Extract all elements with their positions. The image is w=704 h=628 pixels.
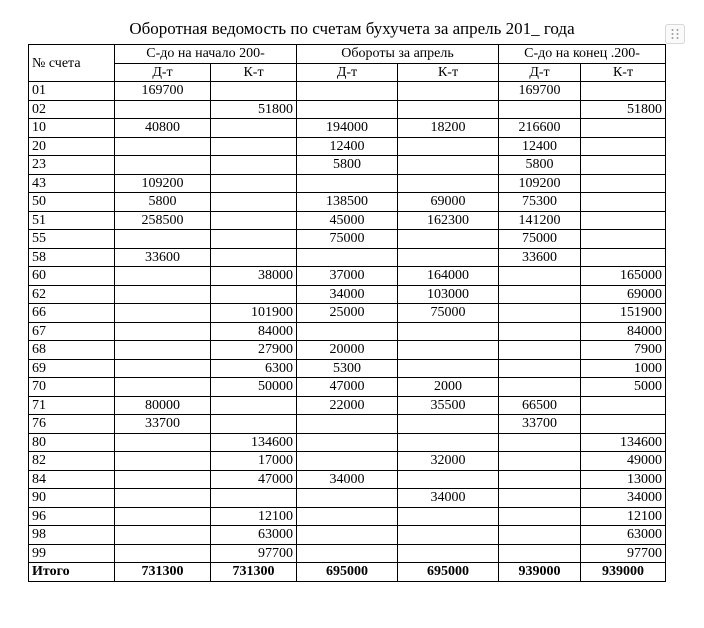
turnover-credit-cell: 69000 xyxy=(398,193,499,212)
closing-debit-cell xyxy=(499,100,581,119)
opening-debit-cell xyxy=(115,137,211,156)
opening-credit-cell xyxy=(211,174,297,193)
header-row-dc xyxy=(29,63,666,82)
closing-credit-cell: 51800 xyxy=(581,100,666,119)
closing-credit-cell: 63000 xyxy=(581,526,666,545)
closing-credit-cell xyxy=(581,156,666,175)
closing-credit-cell: 134600 xyxy=(581,433,666,452)
turnover-debit-cell xyxy=(297,489,398,508)
header-credit: К-т xyxy=(211,63,297,82)
opening-debit-cell: 109200 xyxy=(115,174,211,193)
opening-credit-cell xyxy=(211,82,297,101)
closing-debit-cell xyxy=(499,304,581,323)
opening-debit-cell xyxy=(115,544,211,563)
account-cell: 98 xyxy=(29,526,115,545)
closing-credit-cell: 7900 xyxy=(581,341,666,360)
account-cell: 99 xyxy=(29,544,115,563)
opening-debit-cell: 258500 xyxy=(115,211,211,230)
table-row xyxy=(29,489,666,508)
turnover-debit-cell: 194000 xyxy=(297,119,398,138)
opening-credit-cell xyxy=(211,415,297,434)
turnover-credit-cell: 162300 xyxy=(398,211,499,230)
closing-debit-cell: 12400 xyxy=(499,137,581,156)
opening-credit-cell: 101900 xyxy=(211,304,297,323)
account-cell: 69 xyxy=(29,359,115,378)
table-row xyxy=(29,544,666,563)
opening-debit-cell xyxy=(115,433,211,452)
turnover-debit-cell: 37000 xyxy=(297,267,398,286)
table-row xyxy=(29,285,666,304)
account-cell: 84 xyxy=(29,470,115,489)
closing-debit-cell: 216600 xyxy=(499,119,581,138)
closing-credit-cell xyxy=(581,415,666,434)
closing-credit-cell: 97700 xyxy=(581,544,666,563)
opening-credit-cell xyxy=(211,193,297,212)
table-row xyxy=(29,156,666,175)
closing-debit-cell: 109200 xyxy=(499,174,581,193)
opening-credit-cell: 63000 xyxy=(211,526,297,545)
header-row-groups xyxy=(29,45,666,64)
closing-debit-cell xyxy=(499,433,581,452)
closing-debit-cell: 141200 xyxy=(499,211,581,230)
table-row xyxy=(29,82,666,101)
account-cell: 58 xyxy=(29,248,115,267)
account-cell: 60 xyxy=(29,267,115,286)
table-row xyxy=(29,267,666,286)
drag-handle[interactable] xyxy=(665,24,685,44)
turnover-credit-cell xyxy=(398,470,499,489)
turnover-debit-cell: 22000 xyxy=(297,396,398,415)
account-cell: 43 xyxy=(29,174,115,193)
turnover-credit-cell xyxy=(398,433,499,452)
turnover-debit-cell xyxy=(297,544,398,563)
turnover-credit-cell: 35500 xyxy=(398,396,499,415)
opening-credit-cell: 134600 xyxy=(211,433,297,452)
opening-debit-cell xyxy=(115,230,211,249)
turnover-debit-cell: 75000 xyxy=(297,230,398,249)
opening-credit-cell xyxy=(211,156,297,175)
turnover-credit-cell xyxy=(398,174,499,193)
table-row xyxy=(29,100,666,119)
opening-debit-cell: 40800 xyxy=(115,119,211,138)
opening-credit-cell: 50000 xyxy=(211,378,297,397)
turnover-credit-cell: 32000 xyxy=(398,452,499,471)
turnover-debit-cell: 34000 xyxy=(297,470,398,489)
opening-debit-cell: 5800 xyxy=(115,193,211,212)
opening-debit-cell xyxy=(115,526,211,545)
turnover-credit-cell: 18200 xyxy=(398,119,499,138)
closing-debit-cell: 169700 xyxy=(499,82,581,101)
turnover-credit-cell xyxy=(398,100,499,119)
closing-credit-cell xyxy=(581,193,666,212)
account-cell: 01 xyxy=(29,82,115,101)
opening-debit-cell xyxy=(115,341,211,360)
account-cell: 96 xyxy=(29,507,115,526)
table-row xyxy=(29,137,666,156)
total-label: Итого xyxy=(29,563,115,582)
opening-debit-cell xyxy=(115,489,211,508)
turnover-credit-cell xyxy=(398,322,499,341)
closing-debit-cell xyxy=(499,322,581,341)
opening-debit-cell: 33700 xyxy=(115,415,211,434)
opening-debit-cell xyxy=(115,285,211,304)
account-cell: 02 xyxy=(29,100,115,119)
turnover-credit-cell xyxy=(398,359,499,378)
turnover-credit-cell xyxy=(398,341,499,360)
opening-credit-cell: 12100 xyxy=(211,507,297,526)
closing-credit-cell: 151900 xyxy=(581,304,666,323)
opening-credit-cell: 84000 xyxy=(211,322,297,341)
closing-debit-cell xyxy=(499,452,581,471)
turnover-debit-cell: 20000 xyxy=(297,341,398,360)
turnover-credit-cell: 34000 xyxy=(398,489,499,508)
account-cell: 23 xyxy=(29,156,115,175)
closing-debit-cell xyxy=(499,470,581,489)
header-opening-balance: С-до на начало 200- xyxy=(115,45,297,64)
opening-credit-cell: 97700 xyxy=(211,544,297,563)
closing-credit-cell: 49000 xyxy=(581,452,666,471)
opening-credit-cell xyxy=(211,230,297,249)
account-cell: 80 xyxy=(29,433,115,452)
drag-dots-icon xyxy=(670,28,680,40)
opening-credit-cell xyxy=(211,285,297,304)
turnover-debit-cell xyxy=(297,507,398,526)
opening-credit-cell: 17000 xyxy=(211,452,297,471)
header-closing-balance: С-до на конец .200- xyxy=(499,45,666,64)
closing-credit-cell xyxy=(581,396,666,415)
turnover-credit-cell xyxy=(398,137,499,156)
total-closing-debit-cell: 939000 xyxy=(499,563,581,582)
closing-debit-cell xyxy=(499,507,581,526)
turnover-credit-cell: 164000 xyxy=(398,267,499,286)
turnover-debit-cell xyxy=(297,452,398,471)
opening-debit-cell xyxy=(115,267,211,286)
closing-debit-cell: 66500 xyxy=(499,396,581,415)
closing-credit-cell xyxy=(581,174,666,193)
closing-debit-cell: 75300 xyxy=(499,193,581,212)
turnover-debit-cell xyxy=(297,526,398,545)
account-cell: 20 xyxy=(29,137,115,156)
opening-debit-cell xyxy=(115,100,211,119)
table-row xyxy=(29,174,666,193)
closing-debit-cell xyxy=(499,267,581,286)
closing-credit-cell xyxy=(581,82,666,101)
opening-credit-cell: 51800 xyxy=(211,100,297,119)
account-cell: 66 xyxy=(29,304,115,323)
table-row xyxy=(29,526,666,545)
table-row xyxy=(29,341,666,360)
header-credit: К-т xyxy=(398,63,499,82)
turnover-credit-cell xyxy=(398,507,499,526)
turnover-credit-cell xyxy=(398,544,499,563)
table-row xyxy=(29,507,666,526)
turnover-credit-cell xyxy=(398,526,499,545)
turnover-debit-cell: 5800 xyxy=(297,156,398,175)
account-cell: 68 xyxy=(29,341,115,360)
table-row xyxy=(29,396,666,415)
total-opening-debit-cell: 731300 xyxy=(115,563,211,582)
opening-credit-cell xyxy=(211,248,297,267)
closing-debit-cell xyxy=(499,526,581,545)
table-row xyxy=(29,193,666,212)
closing-credit-cell: 1000 xyxy=(581,359,666,378)
closing-credit-cell: 34000 xyxy=(581,489,666,508)
turnover-credit-cell: 103000 xyxy=(398,285,499,304)
opening-debit-cell: 80000 xyxy=(115,396,211,415)
closing-debit-cell: 33700 xyxy=(499,415,581,434)
opening-debit-cell: 33600 xyxy=(115,248,211,267)
page-title: Оборотная ведомость по счетам бухучета за апрель 201_ года xyxy=(129,19,575,38)
turnover-credit-cell xyxy=(398,415,499,434)
closing-credit-cell: 69000 xyxy=(581,285,666,304)
opening-credit-cell: 6300 xyxy=(211,359,297,378)
header-turnover: Обороты за апрель xyxy=(297,45,499,64)
closing-credit-cell: 12100 xyxy=(581,507,666,526)
closing-credit-cell: 5000 xyxy=(581,378,666,397)
opening-debit-cell xyxy=(115,359,211,378)
turnover-debit-cell: 12400 xyxy=(297,137,398,156)
turnover-debit-cell: 45000 xyxy=(297,211,398,230)
header-debit: Д-т xyxy=(115,63,211,82)
opening-credit-cell xyxy=(211,211,297,230)
turnover-debit-cell xyxy=(297,100,398,119)
closing-debit-cell: 5800 xyxy=(499,156,581,175)
total-turnover-credit-cell: 695000 xyxy=(398,563,499,582)
total-turnover-debit-cell: 695000 xyxy=(297,563,398,582)
table-row xyxy=(29,322,666,341)
account-cell: 76 xyxy=(29,415,115,434)
turnover-table xyxy=(28,44,666,582)
turnover-credit-cell: 2000 xyxy=(398,378,499,397)
opening-debit-cell xyxy=(115,322,211,341)
closing-credit-cell xyxy=(581,230,666,249)
opening-credit-cell xyxy=(211,396,297,415)
account-cell: 51 xyxy=(29,211,115,230)
closing-debit-cell xyxy=(499,544,581,563)
account-cell: 55 xyxy=(29,230,115,249)
opening-credit-cell xyxy=(211,119,297,138)
header-debit: Д-т xyxy=(499,63,581,82)
opening-debit-cell xyxy=(115,304,211,323)
opening-debit-cell xyxy=(115,452,211,471)
turnover-credit-cell xyxy=(398,248,499,267)
opening-credit-cell: 27900 xyxy=(211,341,297,360)
opening-debit-cell xyxy=(115,470,211,489)
turnover-debit-cell: 138500 xyxy=(297,193,398,212)
closing-credit-cell: 84000 xyxy=(581,322,666,341)
turnover-credit-cell: 75000 xyxy=(398,304,499,323)
header-debit: Д-т xyxy=(297,63,398,82)
account-cell: 70 xyxy=(29,378,115,397)
opening-credit-cell: 47000 xyxy=(211,470,297,489)
opening-credit-cell xyxy=(211,137,297,156)
closing-debit-cell xyxy=(499,341,581,360)
table-row xyxy=(29,304,666,323)
table-row xyxy=(29,248,666,267)
turnover-debit-cell xyxy=(297,322,398,341)
turnover-debit-cell xyxy=(297,415,398,434)
account-cell: 62 xyxy=(29,285,115,304)
table-row xyxy=(29,452,666,471)
turnover-credit-cell xyxy=(398,156,499,175)
account-cell: 90 xyxy=(29,489,115,508)
header-account: № счета xyxy=(29,45,115,82)
turnover-debit-cell: 25000 xyxy=(297,304,398,323)
table-row xyxy=(29,378,666,397)
closing-debit-cell: 75000 xyxy=(499,230,581,249)
turnover-debit-cell xyxy=(297,174,398,193)
table-row xyxy=(29,433,666,452)
closing-credit-cell xyxy=(581,248,666,267)
table-row xyxy=(29,211,666,230)
opening-debit-cell: 169700 xyxy=(115,82,211,101)
account-cell: 82 xyxy=(29,452,115,471)
closing-credit-cell: 13000 xyxy=(581,470,666,489)
turnover-credit-cell xyxy=(398,230,499,249)
total-row xyxy=(29,563,666,582)
header-credit: К-т xyxy=(581,63,666,82)
closing-credit-cell xyxy=(581,137,666,156)
opening-credit-cell: 38000 xyxy=(211,267,297,286)
total-closing-credit-cell: 939000 xyxy=(581,563,666,582)
turnover-debit-cell xyxy=(297,433,398,452)
closing-debit-cell xyxy=(499,359,581,378)
total-opening-credit-cell: 731300 xyxy=(211,563,297,582)
account-cell: 50 xyxy=(29,193,115,212)
opening-debit-cell xyxy=(115,378,211,397)
turnover-debit-cell: 34000 xyxy=(297,285,398,304)
turnover-debit-cell xyxy=(297,82,398,101)
table-row xyxy=(29,119,666,138)
turnover-debit-cell xyxy=(297,248,398,267)
opening-debit-cell xyxy=(115,156,211,175)
turnover-debit-cell: 5300 xyxy=(297,359,398,378)
closing-debit-cell xyxy=(499,489,581,508)
account-cell: 67 xyxy=(29,322,115,341)
closing-credit-cell xyxy=(581,119,666,138)
table-row xyxy=(29,359,666,378)
table-row xyxy=(29,230,666,249)
table-row xyxy=(29,470,666,489)
account-cell: 71 xyxy=(29,396,115,415)
closing-credit-cell: 165000 xyxy=(581,267,666,286)
account-cell: 10 xyxy=(29,119,115,138)
closing-debit-cell: 33600 xyxy=(499,248,581,267)
opening-credit-cell xyxy=(211,489,297,508)
turnover-debit-cell: 47000 xyxy=(297,378,398,397)
table-row xyxy=(29,415,666,434)
closing-debit-cell xyxy=(499,285,581,304)
closing-credit-cell xyxy=(581,211,666,230)
turnover-credit-cell xyxy=(398,82,499,101)
closing-debit-cell xyxy=(499,378,581,397)
opening-debit-cell xyxy=(115,507,211,526)
